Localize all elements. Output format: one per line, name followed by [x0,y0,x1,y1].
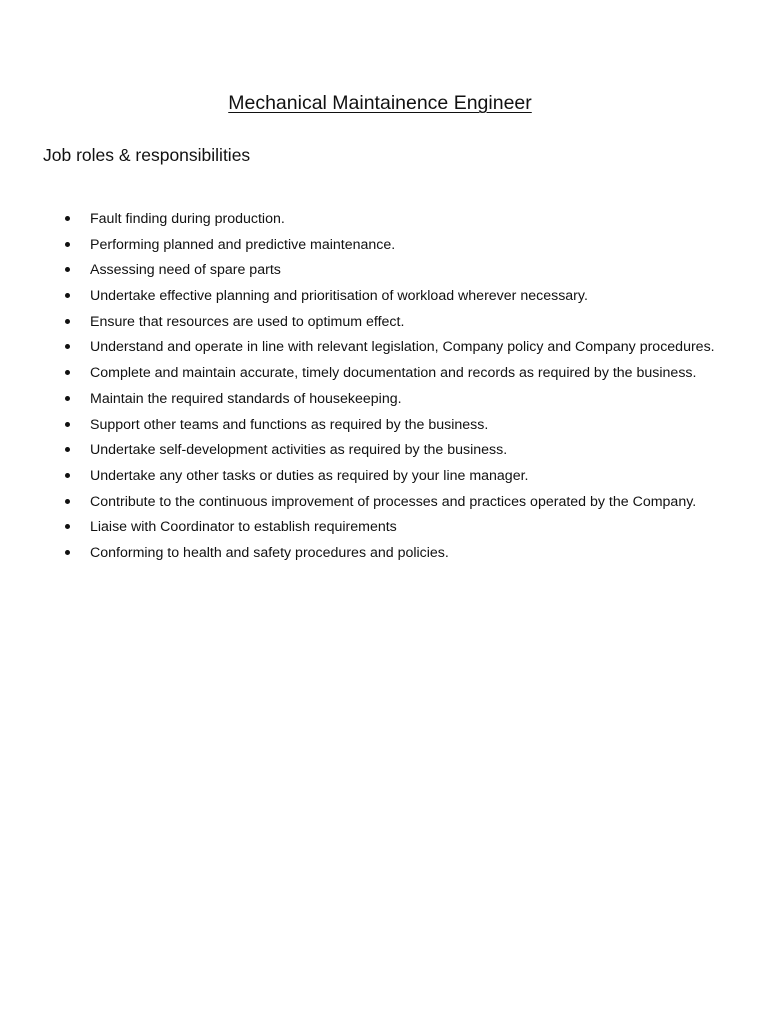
list-item [0,285,760,311]
list-item [0,234,760,260]
list-item-text: Understand and operate in line with relevant legislation, Company policy and Company procedures. [90,339,715,356]
document-title: Mechanical Maintainence Engineer [228,92,532,114]
list-item-text: Contribute to the continuous improvement of processes and practices operated by the Company. [90,493,697,510]
bullet-icon [65,216,70,221]
bullet-icon [65,267,70,272]
list-item [0,465,760,491]
list-item-text: Complete and maintain accurate, timely documentation and records as required by the business. [90,365,697,382]
responsibilities-list [0,208,760,568]
list-item [0,414,760,440]
bullet-icon [65,344,70,349]
bullet-icon [65,550,70,555]
list-item [0,362,760,388]
list-item [0,311,760,337]
list-item-text: Maintain the required standards of housekeeping. [90,390,402,407]
bullet-icon [65,473,70,478]
list-item [0,388,760,414]
list-item-text: Performing planned and predictive maintenance. [90,236,396,253]
bullet-icon [65,524,70,529]
list-item-text: Fault finding during production. [90,211,285,227]
list-item-text: Conforming to health and safety procedures and policies. [90,544,449,561]
list-item-text: Undertake effective planning and prioritisation of workload wherever necessary. [90,288,588,305]
bullet-icon [65,447,70,452]
list-item [0,542,760,568]
bullet-icon [65,422,70,427]
list-item [0,491,760,517]
bullet-icon [65,370,70,375]
list-item [0,516,760,542]
list-item-text: Undertake self-development activities as required by the business. [90,442,508,459]
bullet-icon [65,396,70,401]
list-item-text: Undertake any other tasks or duties as required by your line manager. [90,467,529,484]
list-item [0,208,760,234]
section-heading: Job roles & responsibilities [43,145,251,165]
list-item-text: Support other teams and functions as required by the business. [90,416,489,433]
list-item [0,439,760,465]
list-item [0,336,760,362]
list-item-text: Assessing need of spare parts [90,262,281,279]
bullet-icon [65,293,70,298]
bullet-icon [65,319,70,324]
list-item-text: Ensure that resources are used to optimum effect. [90,313,405,330]
bullet-icon [65,242,70,247]
list-item-text: Liaise with Coordinator to establish requirements [90,519,397,536]
bullet-icon [65,499,70,504]
list-item [0,259,760,285]
